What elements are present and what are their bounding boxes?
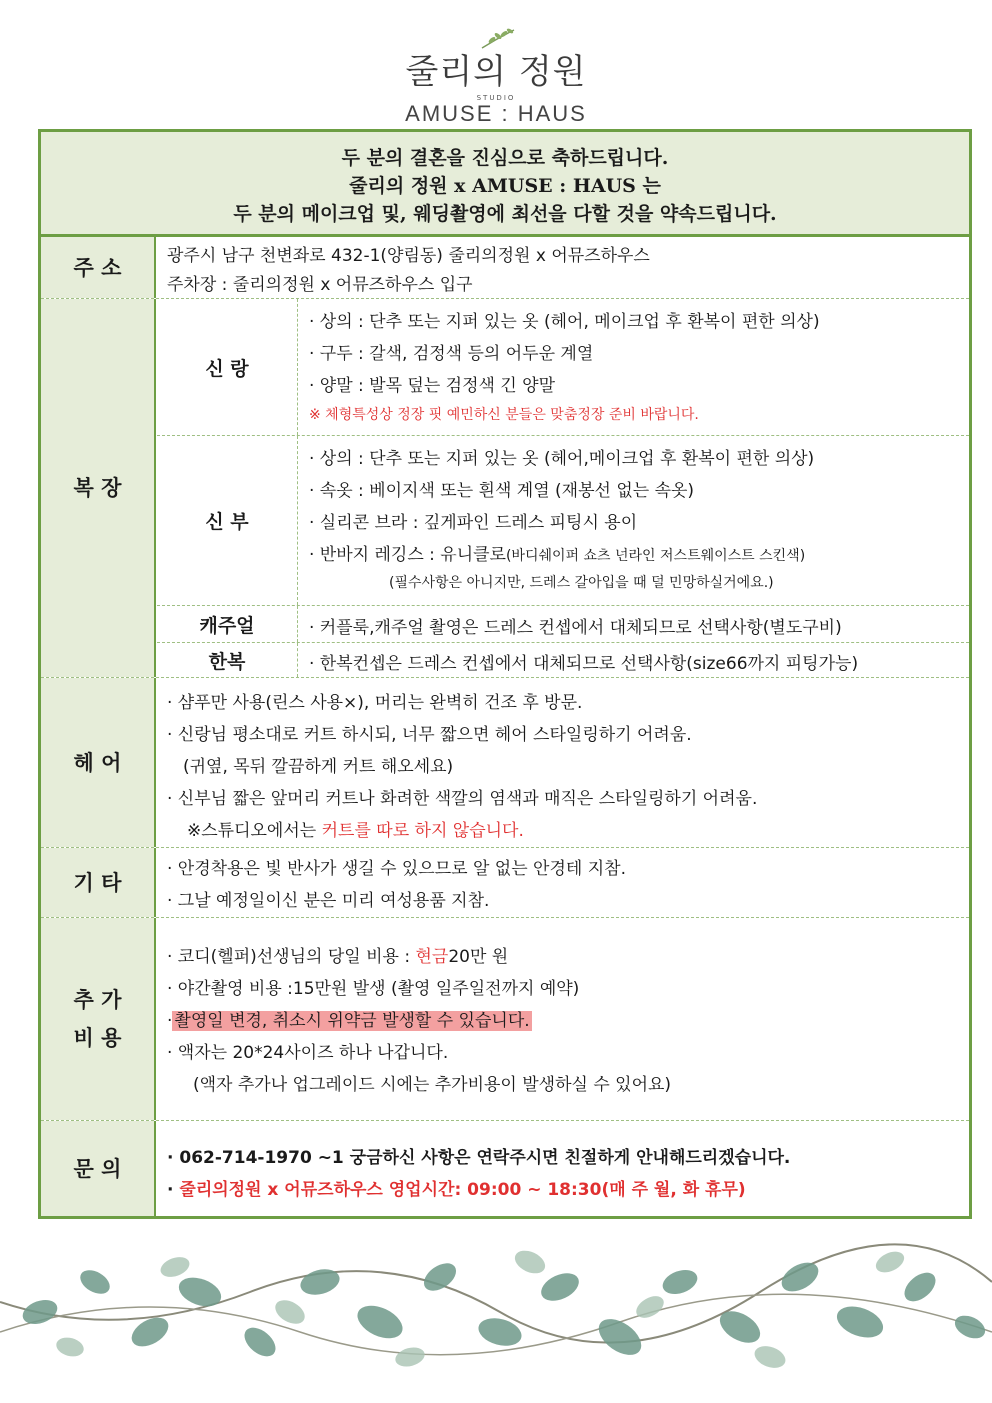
cancellation-warning: 촬영일 변경, 취소시 위약금 발생할 수 있습니다.	[174, 1011, 530, 1031]
contact-label: 문 의	[41, 1121, 156, 1216]
groom-section	[157, 299, 969, 436]
hair-line-3: (귀옆, 목뒤 깔끔하게 커트 해오세요)	[183, 757, 454, 777]
address-row	[41, 237, 969, 299]
groom-note: ※ 체형특성상 정장 핏 예민하신 분들은 맞춤정장 준비 바랍니다.	[309, 407, 699, 423]
bride-top: · 상의 : 단추 또는 지퍼 있는 옷 (헤어,메이크업 후 환복이 편한 의상)	[309, 449, 815, 469]
hanbok-section	[157, 643, 969, 677]
hair-note-prefix: ※스튜디오에서는	[187, 821, 322, 841]
bride-underwear: · 속옷 : 베이지색 또는 흰색 계열 (재봉선 없는 속옷)	[309, 481, 695, 501]
parking-line: 주차장 : 줄리의정원 x 어뮤즈하우스 입구	[167, 275, 473, 295]
hair-note-red: 커트를 따로 하지 않습니다.	[321, 821, 524, 841]
extra-line-3	[167, 1006, 532, 1031]
eucalyptus-garland-icon	[0, 1222, 992, 1403]
contact-hours-text: 줄리의정원 x 어뮤즈하우스 영업시간: 09:00 ~ 18:30(매 주 월, 화 휴무)	[179, 1180, 746, 1200]
etc-row	[41, 848, 969, 918]
greeting-line-3: 두 분의 메이크업 및, 웨딩촬영에 최선을 다할 것을 약속드립니다.	[233, 203, 777, 225]
hair-row	[41, 678, 969, 848]
hanbok-label: 한복	[157, 643, 298, 677]
info-table	[38, 129, 972, 1219]
extra-line-5: (액자 추가나 업그레이드 시에는 추가비용이 발생하실 수 있어요)	[193, 1075, 672, 1095]
studio-logo	[0, 14, 992, 126]
extra-line-1-b: 현금	[415, 947, 449, 967]
address-line: 광주시 남구 천변좌로 432-1(양림동) 줄리의정원 x 어뮤즈하우스	[167, 246, 650, 266]
extra-cost-label	[41, 918, 156, 1120]
logo-script-title: 줄리의 정원	[405, 52, 587, 92]
bride-section	[157, 436, 969, 606]
casual-text: · 커플룩,캐주얼 촬영은 드레스 컨셉에서 대체되므로 선택사항(별도구비)	[309, 618, 842, 638]
hair-line-1: · 샴푸만 사용(린스 사용×), 머리는 완벽히 건조 후 방문.	[167, 693, 583, 713]
greeting-line-1: 두 분의 결혼을 진심으로 축하드립니다.	[341, 147, 669, 169]
groom-top: · 상의 : 단추 또는 지퍼 있는 옷 (헤어, 메이크업 후 환복이 편한 의상)	[309, 312, 820, 332]
address-label: 주 소	[41, 237, 156, 298]
extra-line-1-a: · 코디(헬퍼)선생님의 당일 비용 :	[167, 947, 416, 967]
extra-cost-row	[41, 918, 969, 1121]
greeting-header	[41, 132, 969, 237]
hair-line-5	[187, 816, 524, 841]
bride-leggings-note: (필수사항은 아니지만, 드레스 갈아입을 때 덜 민망하실거에요.)	[389, 575, 774, 591]
bride-leggings	[309, 540, 805, 565]
bride-leggings-detail: (바디쉐이퍼 쇼츠 넌라인 저스트웨이스트 스킨색)	[505, 548, 806, 564]
bride-bra: · 실리콘 브라 : 깊게파인 드레스 피팅시 용이	[309, 513, 638, 533]
hair-line-2: · 신랑님 평소대로 커트 하시되, 너무 짧으면 헤어 스타일링하기 어려움.	[167, 725, 692, 745]
etc-label: 기 타	[41, 848, 156, 917]
hair-label: 헤 어	[41, 678, 156, 847]
logo-studio-text: STUDIO	[476, 94, 516, 102]
hair-line-4: · 신부님 짧은 앞머리 커트나 화려한 색깔의 염색과 매직은 스타일링하기 어려움.	[167, 789, 758, 809]
greeting-line-2: 줄리의 정원 x AMUSE : HAUS 는	[349, 175, 661, 197]
logo-subtitle: AMUSE : HAUS	[405, 101, 587, 126]
extra-line-4: · 액자는 20*24사이즈 하나 나갑니다.	[167, 1043, 449, 1063]
groom-socks: · 양말 : 발목 덮는 검정색 긴 양말	[309, 376, 556, 396]
contact-row	[41, 1121, 969, 1216]
casual-section	[157, 606, 969, 643]
contact-hours-bullet: ·	[167, 1180, 180, 1200]
dress-label: 복 장	[41, 299, 156, 677]
bride-label: 신 부	[157, 436, 298, 605]
extra-cost-label-1: 추 가	[73, 988, 122, 1012]
extra-line-2: · 야간촬영 비용 :15만원 발생 (촬영 일주일전까지 예약)	[167, 979, 580, 999]
groom-label: 신 랑	[157, 299, 298, 435]
contact-phone-line: · 062-714-1970 ~1 궁금하신 사항은 연락주시면 친절하게 안내해드리겠습니다.	[167, 1148, 791, 1168]
etc-line-1: · 안경착용은 빛 반사가 생길 수 있으므로 알 없는 안경테 지참.	[167, 859, 626, 879]
dress-row	[41, 299, 969, 678]
extra-line-3-bullet: ·	[167, 1011, 173, 1031]
casual-label: 캐주얼	[157, 606, 298, 642]
etc-line-2: · 그날 예정일이신 분은 미리 여성용품 지참.	[167, 891, 490, 911]
extra-line-1-c: 20만 원	[448, 947, 509, 967]
extra-line-1	[167, 942, 508, 967]
bride-leggings-main: · 반바지 레깅스 : 유니클로	[309, 545, 506, 565]
extra-cost-label-2: 비 용	[73, 1026, 122, 1050]
hanbok-text: · 한복컨셉은 드레스 컨셉에서 대체되므로 선택사항(size66까지 피팅가능)	[309, 654, 859, 674]
groom-shoes: · 구두 : 갈색, 검정색 등의 어두운 계열	[309, 344, 594, 364]
contact-hours-line	[167, 1175, 746, 1200]
